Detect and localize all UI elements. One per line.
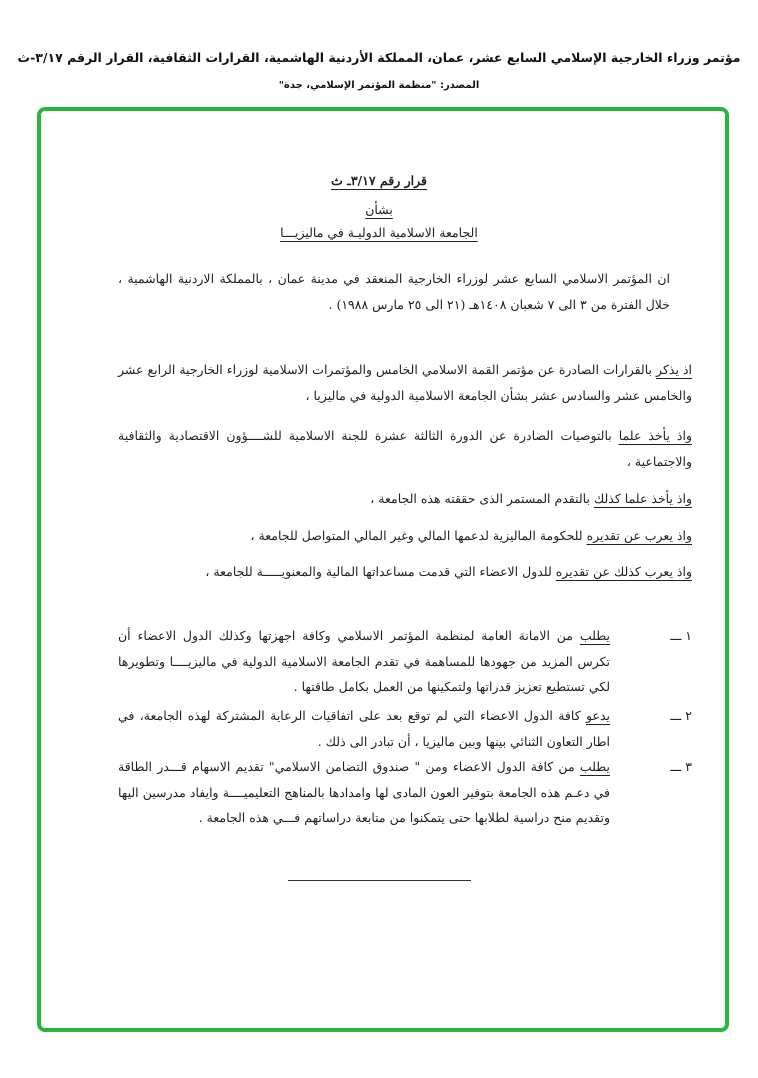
paragraph-lead: واذ يأخذ علما كذلك (593, 491, 692, 506)
end-rule (288, 880, 471, 881)
preamble-paragraph (118, 559, 692, 585)
paragraph-text: بالقرارات الصادرة عن مؤتمر القمة الاسلامي الخامس والمؤتمرات الاسلامية لوزراء الخارجية الرابع عشر والخامس عشر والسادس عشر بشأن الجامعة الاسلامية الدولية في ماليزيا ، (118, 362, 692, 403)
preamble-paragraph (118, 486, 692, 512)
paragraph-text: للحكومة الماليزية لدعمها المالي وغير المالي المتواصل للجامعة ، (250, 528, 587, 543)
clause-number: ٣ ـــ (670, 759, 692, 774)
preamble-paragraph (118, 523, 692, 549)
paragraph-lead: اذ يذكر (656, 362, 692, 377)
paragraph-lead: واذ يعرب كذلك عن تقديره (555, 564, 692, 579)
paragraph-text: بالتوصيات الصادرة عن الدورة الثالثة عشرة للجنة الاسلامية للشــــؤون الاقتصادية والثقافية والاجتماعية ، (118, 428, 692, 469)
preamble-paragraph (118, 423, 692, 474)
resolution-number: قرار رقم ٣/١٧ـ ث (331, 173, 427, 188)
regarding-wrap (0, 197, 758, 223)
paragraph-text: بالتقدم المستمر الذى حققته هذه الجامعة ، (370, 491, 594, 506)
subject-wrap (0, 220, 758, 246)
regarding-label: بشأن (365, 202, 393, 217)
resolution-number-wrap (0, 168, 758, 194)
clause-text: من كافة الدول الاعضاء ومن " صندوق التضامن الاسلامي" تقديم الاسهام قـــدر الطاقة في دعـم هذه الجامعة بتوفير العون المادى لها وامدادها بالمناهج التعليميــــة وايفاد مدرسين اليها وتقديم منح دراسية لطلابها حتى يتمكنوا من متابعة دراساتهم فـــي هذه الجامعة . (118, 759, 610, 825)
page-header-title: مؤتمر وزراء الخارجية الإسلامي السابع عشر، عمان، المملكة الأردنية الهاشمية، القرارات الثقافية، القرار الرقم ٣/١٧-ث (17, 50, 741, 65)
operative-clause (118, 623, 692, 700)
paragraph-text: للدول الاعضاء التي قدمت مساعداتها المالية والمعنويـــــة للجامعة ، (205, 564, 556, 579)
operative-clause (118, 703, 692, 754)
clause-number: ١ ـــ (670, 628, 692, 643)
preamble-paragraph (118, 357, 692, 408)
operative-clause (118, 754, 692, 831)
clause-text: كافة الدول الاعضاء التي لم توقع بعد على اتفاقيات الرعاية المشتركة لهذه الجامعة، في اطار التعاون الثنائي بينها وبين ماليزيا ، أن تبادر الى ذلك . (118, 708, 610, 749)
preamble-paragraph (118, 266, 692, 317)
paragraph-lead: واذ يعرب عن تقديره (586, 528, 692, 543)
clause-lead: يطلب (579, 759, 610, 774)
clause-lead: يدعو (586, 708, 610, 723)
page-header-source: المصدر: "منظمة المؤتمر الإسلامي، جدة" (278, 80, 480, 91)
resolution-subject: الجامعة الاسلامية الدوليـة في ماليزيـــا (280, 225, 478, 240)
paragraph-lead: واذ يأخذ علما (618, 428, 692, 443)
paragraph-text: ان المؤتمر الاسلامي السابع عشر لوزراء الخارجية المنعقد في مدينة عمان ، بالمملكة الاردنية الهاشمية ، خلال الفترة من ٣ الى ٧ شعبان ١٤٠٨هـ (٢١ الى ٢٥ مارس ١٩٨٨) . (118, 271, 670, 312)
clause-lead: يطلب (579, 628, 610, 643)
clause-number: ٢ ـــ (670, 708, 692, 723)
clause-text: من الامانة العامة لمنظمة المؤتمر الاسلامي وكافة اجهزتها وكذلك الدول الاعضاء أن تكرس المزيد من جهودها للمساهمة في تقدم الجامعة الاسلامية الدولية في ماليزيــــا وتطويرها لكي تستطيع تعزيز قدراتها ولتمكينها من العمل بكامل طاقتها . (118, 628, 610, 694)
